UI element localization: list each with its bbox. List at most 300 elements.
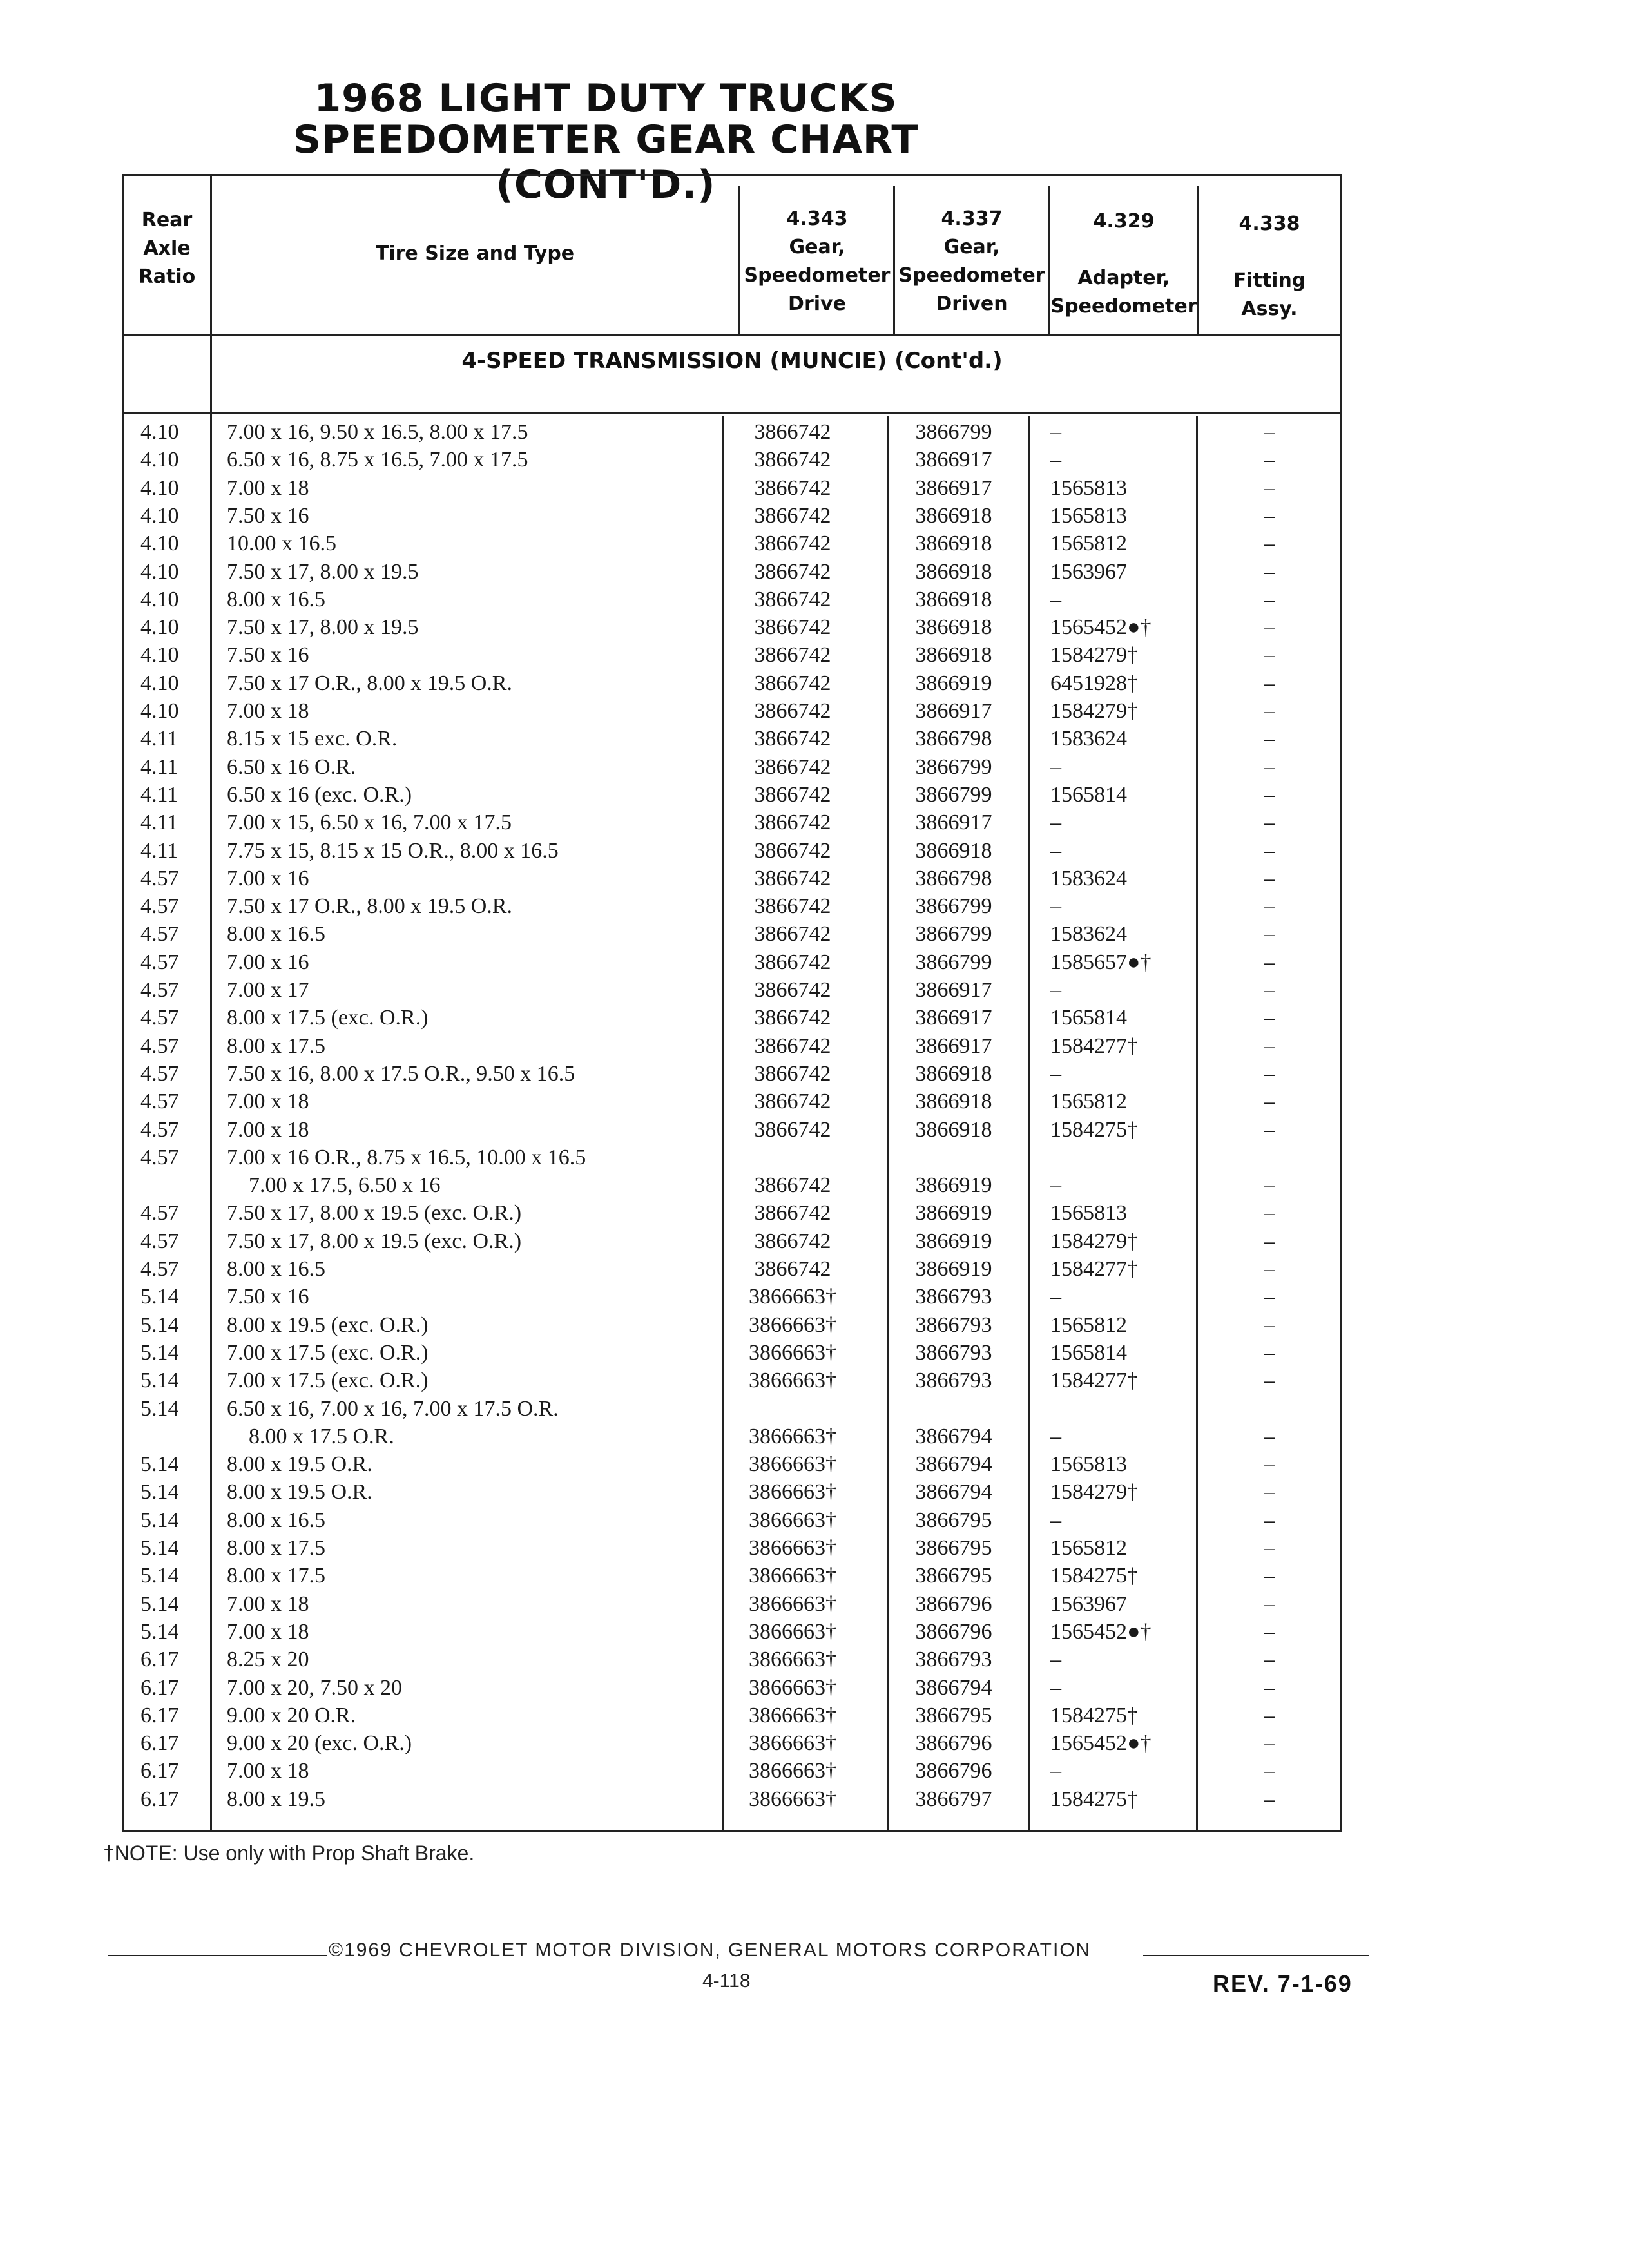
table-row	[0, 1144, 1629, 1171]
row-adapter: 1584279†	[1050, 699, 1138, 723]
row-adapter: –	[1050, 754, 1061, 779]
row-tire-size: 7.00 x 17.5 (exc. O.R.)	[227, 1369, 429, 1393]
row-gear-drive: 3866663†	[749, 1648, 836, 1672]
row-fitting: –	[1264, 1369, 1275, 1393]
row-fitting: –	[1264, 1508, 1275, 1532]
row-tire-size: 7.00 x 18	[227, 1090, 309, 1114]
row-ratio: 4.57	[140, 1145, 179, 1169]
row-adapter: 1584277†	[1050, 1033, 1138, 1058]
table-row	[0, 1283, 1629, 1311]
row-adapter: 1565813	[1050, 476, 1127, 500]
row-adapter: –	[1050, 1508, 1061, 1532]
row-gear-drive: 3866742	[754, 1229, 831, 1253]
copyright-line: ©1969 CHEVROLET MOTOR DIVISION, GENERAL MOTORS CORPORATION	[329, 1939, 1092, 1961]
row-tire-size: 7.00 x 18	[227, 476, 309, 500]
row-fitting: –	[1264, 503, 1275, 528]
table-row	[0, 698, 1629, 725]
row-ratio: 5.14	[140, 1369, 179, 1393]
row-tire-size: 8.00 x 17.5	[227, 1033, 325, 1058]
row-adapter: 1584277†	[1050, 1257, 1138, 1281]
table-row	[0, 1004, 1629, 1032]
row-adapter: 6451928†	[1050, 671, 1138, 695]
row-gear-drive: 3866663†	[749, 1787, 836, 1811]
row-tire-size: 6.50 x 16, 7.00 x 16, 7.00 x 17.5 O.R.	[227, 1396, 559, 1421]
row-fitting: –	[1264, 559, 1275, 584]
page-title: 1968 LIGHT DUTY TRUCKS	[314, 76, 898, 121]
column-divider	[1197, 186, 1199, 334]
row-gear-drive: 3866742	[754, 1201, 831, 1225]
row-adapter: 1565814	[1050, 1006, 1127, 1030]
row-tire-size: 7.00 x 18	[227, 699, 309, 723]
row-tire-size: 8.15 x 15 exc. O.R.	[227, 727, 398, 751]
header-divider	[122, 334, 1342, 336]
row-fitting: –	[1264, 782, 1275, 807]
row-fitting: –	[1264, 1564, 1275, 1588]
footnote: †NOTE: Use only with Prop Shaft Brake.	[103, 1841, 475, 1865]
row-gear-drive: 3866742	[754, 838, 831, 863]
row-ratio: 4.11	[140, 811, 178, 835]
row-tire-size: 7.50 x 16	[227, 503, 309, 528]
row-ratio: 6.17	[140, 1648, 179, 1672]
table-row	[0, 1367, 1629, 1394]
table-row	[0, 921, 1629, 948]
row-gear-driven: 3866918	[915, 587, 992, 611]
row-adapter: 1565452●†	[1050, 1619, 1152, 1644]
row-ratio: 6.17	[140, 1787, 179, 1811]
row-ratio: 4.11	[140, 754, 178, 779]
row-fitting: –	[1264, 1201, 1275, 1225]
row-gear-drive: 3866742	[754, 922, 831, 947]
row-tire-size: 7.00 x 16 O.R., 8.75 x 16.5, 10.00 x 16.5	[227, 1145, 586, 1169]
header-drive: 4.343 Gear, Speedometer Drive	[744, 207, 891, 315]
row-ratio: 4.10	[140, 476, 179, 500]
row-gear-drive: 3866663†	[749, 1452, 836, 1477]
row-fitting: –	[1264, 1619, 1275, 1644]
row-fitting: –	[1264, 1061, 1275, 1086]
row-gear-drive: 3866663†	[749, 1424, 836, 1448]
row-adapter: –	[1050, 448, 1061, 472]
row-ratio: 4.57	[140, 1061, 179, 1086]
row-ratio: 5.14	[140, 1312, 179, 1337]
row-gear-driven: 3866793	[915, 1369, 992, 1393]
row-adapter: –	[1050, 838, 1061, 863]
row-tire-size: 7.00 x 15, 6.50 x 16, 7.00 x 17.5	[227, 811, 512, 835]
revision-date: REV. 7-1-69	[1213, 1970, 1353, 1997]
row-ratio: 4.10	[140, 420, 179, 444]
row-tire-size: 9.00 x 20 (exc. O.R.)	[227, 1731, 412, 1756]
row-tire-size: 8.00 x 19.5 (exc. O.R.)	[227, 1312, 429, 1337]
row-tire-size: 7.00 x 17.5 (exc. O.R.)	[227, 1340, 429, 1365]
row-fitting: –	[1264, 727, 1275, 751]
row-adapter: 1583624	[1050, 866, 1127, 890]
row-gear-drive: 3866663†	[749, 1536, 836, 1560]
table-row	[0, 1675, 1629, 1702]
table-row	[0, 1758, 1629, 1785]
row-ratio: 5.14	[140, 1508, 179, 1532]
row-gear-drive: 3866742	[754, 894, 831, 919]
row-adapter: 1584275†	[1050, 1117, 1138, 1142]
table-row	[0, 447, 1629, 474]
row-fitting: –	[1264, 1648, 1275, 1672]
row-gear-drive: 3866742	[754, 671, 831, 695]
row-tire-size: 8.00 x 19.5 O.R.	[227, 1452, 372, 1477]
table-row	[0, 949, 1629, 976]
row-gear-drive: 3866663†	[749, 1759, 836, 1783]
row-tire-size: 8.00 x 17.5	[227, 1564, 325, 1588]
row-fitting: –	[1264, 1787, 1275, 1811]
table-row	[0, 419, 1629, 446]
row-adapter: 1584279†	[1050, 1229, 1138, 1253]
row-fitting: –	[1264, 811, 1275, 835]
row-ratio: 4.10	[140, 671, 179, 695]
row-gear-drive: 3866663†	[749, 1731, 836, 1756]
row-gear-driven: 3866795	[915, 1508, 992, 1532]
row-adapter: 1565812	[1050, 532, 1127, 556]
row-gear-driven: 3866796	[915, 1731, 992, 1756]
row-gear-drive: 3866742	[754, 950, 831, 974]
row-gear-driven: 3866918	[915, 532, 992, 556]
column-divider	[738, 186, 740, 334]
row-ratio: 4.57	[140, 1033, 179, 1058]
row-gear-driven: 3866919	[915, 1173, 992, 1198]
row-adapter: –	[1050, 420, 1061, 444]
row-tire-size: 6.50 x 16, 8.75 x 16.5, 7.00 x 17.5	[227, 448, 528, 472]
row-ratio: 4.10	[140, 559, 179, 584]
row-adapter: 1565813	[1050, 503, 1127, 528]
row-fitting: –	[1264, 1480, 1275, 1504]
row-ratio: 4.57	[140, 1201, 179, 1225]
row-gear-driven: 3866918	[915, 503, 992, 528]
header-driven: 4.337 Gear, Speedometer Driven	[898, 207, 1045, 315]
row-tire-size: 7.75 x 15, 8.15 x 15 O.R., 8.00 x 16.5	[227, 838, 559, 863]
row-fitting: –	[1264, 643, 1275, 668]
row-gear-driven: 3866917	[915, 1006, 992, 1030]
table-row	[0, 782, 1629, 809]
row-ratio: 5.14	[140, 1340, 179, 1365]
row-ratio: 4.10	[140, 448, 179, 472]
row-adapter: 1565814	[1050, 1340, 1127, 1365]
row-fitting: –	[1264, 532, 1275, 556]
page-number: 4-118	[702, 1970, 751, 1992]
row-adapter: –	[1050, 1675, 1061, 1700]
row-ratio: 5.14	[140, 1285, 179, 1309]
table-row	[0, 1507, 1629, 1534]
table-row	[0, 1535, 1629, 1562]
row-gear-driven: 3866795	[915, 1536, 992, 1560]
row-tire-size: 7.00 x 16	[227, 866, 309, 890]
table-row	[0, 1562, 1629, 1590]
row-fitting: –	[1264, 615, 1275, 640]
row-gear-driven: 3866917	[915, 699, 992, 723]
row-tire-size: 7.50 x 17, 8.00 x 19.5 (exc. O.R.)	[227, 1201, 522, 1225]
table-row	[0, 1786, 1629, 1813]
row-gear-driven: 3866796	[915, 1591, 992, 1616]
row-adapter: –	[1050, 894, 1061, 919]
row-gear-drive: 3866742	[754, 1006, 831, 1030]
row-tire-size: 7.50 x 16	[227, 643, 309, 668]
row-fitting: –	[1264, 420, 1275, 444]
table-row	[0, 530, 1629, 557]
row-gear-driven: 3866917	[915, 448, 992, 472]
header-fitting: 4.338 Fitting Assy.	[1233, 213, 1306, 320]
row-fitting: –	[1264, 1340, 1275, 1365]
row-fitting: –	[1264, 1675, 1275, 1700]
row-ratio: 4.10	[140, 532, 179, 556]
row-gear-driven: 3866917	[915, 1033, 992, 1058]
row-tire-size: 8.25 x 20	[227, 1648, 309, 1672]
table-row	[0, 1396, 1629, 1423]
row-adapter: –	[1050, 1173, 1061, 1198]
row-ratio: 4.57	[140, 1229, 179, 1253]
row-gear-driven: 3866794	[915, 1452, 992, 1477]
row-gear-drive: 3866663†	[749, 1340, 836, 1365]
row-gear-drive: 3866742	[754, 782, 831, 807]
row-tire-size: 6.50 x 16 (exc. O.R.)	[227, 782, 412, 807]
row-gear-driven: 3866794	[915, 1424, 992, 1448]
row-gear-driven: 3866794	[915, 1675, 992, 1700]
table-row	[0, 893, 1629, 920]
row-gear-driven: 3866919	[915, 1201, 992, 1225]
row-fitting: –	[1264, 699, 1275, 723]
row-fitting: –	[1264, 866, 1275, 890]
row-adapter: –	[1050, 978, 1061, 1002]
row-tire-size: 7.00 x 17.5, 6.50 x 16	[227, 1173, 441, 1198]
row-gear-drive: 3866663†	[749, 1703, 836, 1727]
row-gear-driven: 3866799	[915, 420, 992, 444]
row-gear-driven: 3866917	[915, 811, 992, 835]
row-tire-size: 7.00 x 16	[227, 950, 309, 974]
row-tire-size: 7.00 x 18	[227, 1759, 309, 1783]
row-fitting: –	[1264, 448, 1275, 472]
row-ratio: 4.10	[140, 615, 179, 640]
row-gear-driven: 3866918	[915, 1061, 992, 1086]
row-ratio: 4.57	[140, 1257, 179, 1281]
row-fitting: –	[1264, 1703, 1275, 1727]
footer-rule-right	[1143, 1955, 1369, 1956]
table-row	[0, 1172, 1629, 1199]
row-tire-size: 7.50 x 17 O.R., 8.00 x 19.5 O.R.	[227, 671, 512, 695]
section-heading: 4-SPEED TRANSMISSION (MUNCIE) (Cont'd.)	[461, 348, 1003, 374]
row-adapter: 1584275†	[1050, 1703, 1138, 1727]
row-gear-driven: 3866797	[915, 1787, 992, 1811]
row-tire-size: 7.00 x 18	[227, 1117, 309, 1142]
row-gear-driven: 3866918	[915, 838, 992, 863]
column-divider	[1048, 186, 1050, 334]
table-row	[0, 1423, 1629, 1450]
row-gear-drive: 3866742	[754, 1117, 831, 1142]
row-ratio: 5.14	[140, 1480, 179, 1504]
row-gear-driven: 3866917	[915, 978, 992, 1002]
table-row	[0, 1117, 1629, 1144]
row-gear-driven: 3866919	[915, 1257, 992, 1281]
row-ratio: 5.14	[140, 1396, 179, 1421]
row-tire-size: 8.00 x 19.5 O.R.	[227, 1480, 372, 1504]
row-gear-drive: 3866663†	[749, 1285, 836, 1309]
row-tire-size: 7.50 x 17, 8.00 x 19.5	[227, 615, 419, 640]
row-gear-drive: 3866742	[754, 1173, 831, 1198]
row-ratio: 5.14	[140, 1564, 179, 1588]
row-adapter: –	[1050, 1285, 1061, 1309]
table-row	[0, 726, 1629, 753]
row-ratio: 4.11	[140, 727, 178, 751]
row-gear-driven: 3866917	[915, 476, 992, 500]
table-row	[0, 1730, 1629, 1757]
row-gear-driven: 3866793	[915, 1340, 992, 1365]
row-adapter: 1584279†	[1050, 1480, 1138, 1504]
row-fitting: –	[1264, 1312, 1275, 1337]
row-adapter: 1565813	[1050, 1452, 1127, 1477]
row-tire-size: 8.00 x 16.5	[227, 922, 325, 947]
row-ratio: 6.17	[140, 1731, 179, 1756]
table-row	[0, 1312, 1629, 1339]
row-tire-size: 7.50 x 16, 8.00 x 17.5 O.R., 9.50 x 16.5	[227, 1061, 575, 1086]
row-ratio: 5.14	[140, 1591, 179, 1616]
row-adapter: 1565812	[1050, 1536, 1127, 1560]
row-adapter: 1584277†	[1050, 1369, 1138, 1393]
row-gear-drive: 3866663†	[749, 1619, 836, 1644]
row-adapter: 1584275†	[1050, 1564, 1138, 1588]
table-row	[0, 1646, 1629, 1673]
row-gear-drive: 3866663†	[749, 1369, 836, 1393]
row-ratio: 4.57	[140, 922, 179, 947]
row-ratio: 4.57	[140, 1006, 179, 1030]
row-tire-size: 8.00 x 16.5	[227, 1257, 325, 1281]
row-fitting: –	[1264, 978, 1275, 1002]
row-fitting: –	[1264, 1033, 1275, 1058]
row-fitting: –	[1264, 1731, 1275, 1756]
row-gear-driven: 3866798	[915, 727, 992, 751]
row-adapter: 1584275†	[1050, 1787, 1138, 1811]
row-fitting: –	[1264, 476, 1275, 500]
row-gear-drive: 3866742	[754, 754, 831, 779]
row-tire-size: 6.50 x 16 O.R.	[227, 754, 356, 779]
table-row	[0, 754, 1629, 781]
row-tire-size: 7.50 x 17 O.R., 8.00 x 19.5 O.R.	[227, 894, 512, 919]
row-gear-drive: 3866742	[754, 727, 831, 751]
table-row	[0, 1200, 1629, 1227]
table-row	[0, 670, 1629, 697]
row-ratio: 4.10	[140, 699, 179, 723]
row-gear-driven: 3866793	[915, 1285, 992, 1309]
row-tire-size: 7.50 x 16	[227, 1285, 309, 1309]
row-gear-driven: 3866799	[915, 950, 992, 974]
row-ratio: 5.14	[140, 1536, 179, 1560]
row-tire-size: 8.00 x 17.5 (exc. O.R.)	[227, 1006, 429, 1030]
table-row	[0, 1451, 1629, 1478]
row-adapter: –	[1050, 1648, 1061, 1672]
row-tire-size: 7.00 x 18	[227, 1619, 309, 1644]
row-gear-driven: 3866796	[915, 1619, 992, 1644]
row-ratio: 5.14	[140, 1619, 179, 1644]
row-tire-size: 9.00 x 20 O.R.	[227, 1703, 356, 1727]
row-adapter: 1584279†	[1050, 643, 1138, 668]
row-tire-size: 7.00 x 16, 9.50 x 16.5, 8.00 x 17.5	[227, 420, 528, 444]
table-row	[0, 503, 1629, 530]
row-gear-drive: 3866742	[754, 1061, 831, 1086]
table-row	[0, 809, 1629, 836]
row-fitting: –	[1264, 1536, 1275, 1560]
row-gear-drive: 3866742	[754, 1033, 831, 1058]
row-fitting: –	[1264, 754, 1275, 779]
row-gear-drive: 3866663†	[749, 1564, 836, 1588]
row-gear-driven: 3866795	[915, 1564, 992, 1588]
row-tire-size: 8.00 x 17.5	[227, 1536, 325, 1560]
row-fitting: –	[1264, 1759, 1275, 1783]
row-adapter: 1565812	[1050, 1090, 1127, 1114]
row-adapter: 1563967	[1050, 559, 1127, 584]
row-tire-size: 8.00 x 16.5	[227, 1508, 325, 1532]
row-ratio: 4.57	[140, 950, 179, 974]
row-tire-size: 8.00 x 16.5	[227, 587, 325, 611]
row-fitting: –	[1264, 1173, 1275, 1198]
row-gear-drive: 3866663†	[749, 1675, 836, 1700]
row-adapter: 1583624	[1050, 922, 1127, 947]
row-ratio: 4.10	[140, 587, 179, 611]
row-gear-driven: 3866794	[915, 1480, 992, 1504]
row-adapter: –	[1050, 1759, 1061, 1783]
table-row	[0, 475, 1629, 502]
row-fitting: –	[1264, 838, 1275, 863]
row-gear-driven: 3866799	[915, 754, 992, 779]
table-row	[0, 559, 1629, 586]
table-row	[0, 1340, 1629, 1367]
row-gear-drive: 3866742	[754, 476, 831, 500]
row-gear-drive: 3866742	[754, 587, 831, 611]
row-fitting: –	[1264, 587, 1275, 611]
row-gear-drive: 3866742	[754, 532, 831, 556]
row-gear-driven: 3866795	[915, 1703, 992, 1727]
row-ratio: 4.57	[140, 866, 179, 890]
row-gear-drive: 3866742	[754, 643, 831, 668]
row-tire-size: 10.00 x 16.5	[227, 532, 336, 556]
row-tire-size: 7.00 x 18	[227, 1591, 309, 1616]
row-gear-driven: 3866799	[915, 782, 992, 807]
row-fitting: –	[1264, 671, 1275, 695]
row-adapter: 1565814	[1050, 782, 1127, 807]
table-row	[0, 1619, 1629, 1646]
table-row	[0, 1228, 1629, 1255]
row-adapter: –	[1050, 1424, 1061, 1448]
row-adapter: 1563967	[1050, 1591, 1127, 1616]
row-gear-drive: 3866742	[754, 503, 831, 528]
row-gear-driven: 3866919	[915, 671, 992, 695]
row-fitting: –	[1264, 1257, 1275, 1281]
row-gear-driven: 3866798	[915, 866, 992, 890]
row-fitting: –	[1264, 1229, 1275, 1253]
table-row	[0, 865, 1629, 892]
row-fitting: –	[1264, 1424, 1275, 1448]
row-fitting: –	[1264, 1452, 1275, 1477]
row-fitting: –	[1264, 1591, 1275, 1616]
row-adapter: 1585657●†	[1050, 950, 1152, 974]
row-fitting: –	[1264, 950, 1275, 974]
row-ratio: 6.17	[140, 1703, 179, 1727]
table-row	[0, 614, 1629, 641]
row-adapter: –	[1050, 587, 1061, 611]
row-ratio: 4.11	[140, 838, 178, 863]
row-adapter: 1565452●†	[1050, 1731, 1152, 1756]
table-row	[0, 1033, 1629, 1060]
header-adapter: 4.329 Adapter, Speedometer	[1050, 210, 1197, 318]
row-tire-size: 7.50 x 17, 8.00 x 19.5	[227, 559, 419, 584]
row-ratio: 6.17	[140, 1675, 179, 1700]
row-gear-drive: 3866742	[754, 420, 831, 444]
table-row	[0, 642, 1629, 669]
row-gear-drive: 3866663†	[749, 1591, 836, 1616]
row-gear-driven: 3866796	[915, 1759, 992, 1783]
table-row	[0, 1591, 1629, 1618]
row-gear-driven: 3866793	[915, 1648, 992, 1672]
